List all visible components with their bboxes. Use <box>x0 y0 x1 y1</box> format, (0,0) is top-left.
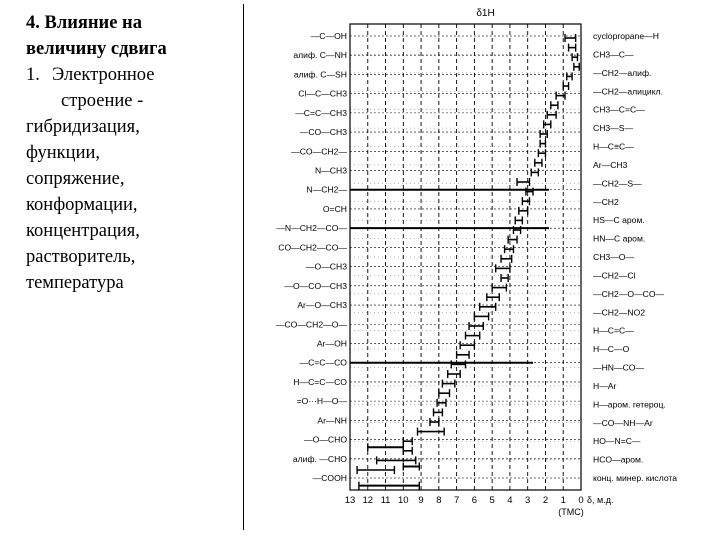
right-group-label: H—C=C— <box>593 325 634 336</box>
x-tick-label: 8 <box>436 495 442 506</box>
item-number: 1. <box>26 65 40 85</box>
x-tick-label: 5 <box>489 495 495 506</box>
x-tick-label: 10 <box>398 495 409 506</box>
right-group-label: —CH2 <box>593 196 619 207</box>
left-group-label: Ar—NH <box>317 415 347 426</box>
left-group-label: алиф. C—SH <box>293 69 347 80</box>
left-group-label: =O···H—O— <box>296 396 347 407</box>
left-group-label: Ar—OH <box>316 338 347 349</box>
x-axis-label: δ, м.д. <box>587 495 614 505</box>
left-group-label: —N—CH2—CO— <box>276 223 347 234</box>
chemical-shift-chart <box>248 0 718 535</box>
right-group-label: CH3—O— <box>593 252 635 262</box>
right-group-label: CH3—C— <box>593 49 634 60</box>
x-tick-label: 6 <box>471 495 478 506</box>
right-group-label: H—аром. гетероц. <box>593 399 666 410</box>
right-group-label: —CH2—Cl <box>593 270 636 281</box>
left-group-label: алиф. —CHO <box>292 453 347 464</box>
right-group-label: CH3—C=C— <box>593 104 645 115</box>
vertical-divider <box>243 4 244 530</box>
left-group-label: N—CH3 <box>315 165 347 176</box>
item-continuation: гибридизация, <box>26 117 140 137</box>
x-tick-label: 4 <box>507 495 513 506</box>
left-group-label: —CO—CH3 <box>299 127 347 138</box>
left-group-label: —COOH <box>312 473 347 483</box>
heading-line: величину сдвига <box>26 39 167 59</box>
x-tick-label: 13 <box>344 495 356 506</box>
item-continuation: строение - <box>61 91 144 111</box>
right-group-label: —HN—CO— <box>593 362 645 373</box>
right-group-label: H—C≡C— <box>593 141 634 152</box>
slide-text <box>26 10 236 296</box>
left-group-label: CO—CH2—CO— <box>278 242 347 253</box>
x-tick-label: 12 <box>362 495 374 506</box>
right-group-label: HS—C аром. <box>593 215 645 226</box>
right-group-label: H—Ar <box>593 380 617 391</box>
chart-title: δ1H <box>476 8 495 19</box>
right-group-label: H—C—O <box>593 344 630 355</box>
heading-line: 4. Влияние на <box>26 13 142 33</box>
right-group-label: —CH2—алицикл. <box>593 86 663 97</box>
right-group-label: HCO—аром. <box>593 454 644 465</box>
right-group-label: —CH2—NO2 <box>593 307 646 318</box>
left-group-label: —O—CHO <box>304 434 347 445</box>
right-group-label: Ar—CH3 <box>593 159 628 170</box>
item-text: Электронное <box>52 65 155 85</box>
item-continuation: сопряжение, <box>26 169 125 189</box>
right-group-label: —CH2—S— <box>593 178 642 189</box>
item-continuation: растворитель, <box>26 247 136 267</box>
left-group-label: —O—CH3 <box>305 261 347 272</box>
x-tick-label: 2 <box>542 495 549 506</box>
x-tick-label: 1 <box>560 495 566 506</box>
left-group-label: Cl—C—CH3 <box>298 88 347 99</box>
right-group-label: HO—N=C— <box>593 436 641 447</box>
item-continuation: концентрация, <box>26 221 140 241</box>
left-group-label: H—C=C—CO <box>293 376 347 387</box>
x-tick-label: 3 <box>525 495 531 506</box>
right-group-label: cyclopropane—H <box>593 31 659 41</box>
left-group-label: O=CH <box>322 203 347 214</box>
right-group-label: CH3—S— <box>593 123 634 134</box>
left-group-label: N—CH2— <box>306 184 347 195</box>
item-continuation: температура <box>26 273 124 293</box>
left-group-label: —O—CO—CH3 <box>284 280 347 291</box>
right-group-label: конц. минер. кислота <box>593 473 678 483</box>
right-group-label: —CH2—O—CO— <box>593 288 665 299</box>
left-group-label: алиф. C—NH <box>293 50 347 61</box>
left-group-label: —C=C—CO <box>299 357 347 368</box>
x-tick-label: 0 <box>578 495 584 506</box>
x-tick-label: 11 <box>380 495 391 506</box>
x-tick-label: 9 <box>418 495 424 506</box>
slide-heading <box>26 10 236 62</box>
left-group-label: —C=C—CH3 <box>295 107 347 118</box>
item-continuation: конформации, <box>26 195 138 215</box>
left-group-label: Ar—O—CH3 <box>297 300 347 311</box>
right-group-label: —CO—NH—Ar <box>593 417 653 428</box>
x-tick-label: 7 <box>453 495 460 506</box>
left-group-label: —CO—CH2—O— <box>275 319 347 330</box>
left-group-label: —CO—CH2— <box>291 146 347 157</box>
item-continuation: функции, <box>26 143 100 163</box>
right-group-label: HN—C аром. <box>593 233 646 244</box>
numbered-item <box>26 62 236 88</box>
left-group-label: —C—OH <box>310 31 347 41</box>
x-axis-sublabel: (ТМС) <box>558 507 584 517</box>
right-group-label: —CH2—алиф. <box>593 67 652 78</box>
